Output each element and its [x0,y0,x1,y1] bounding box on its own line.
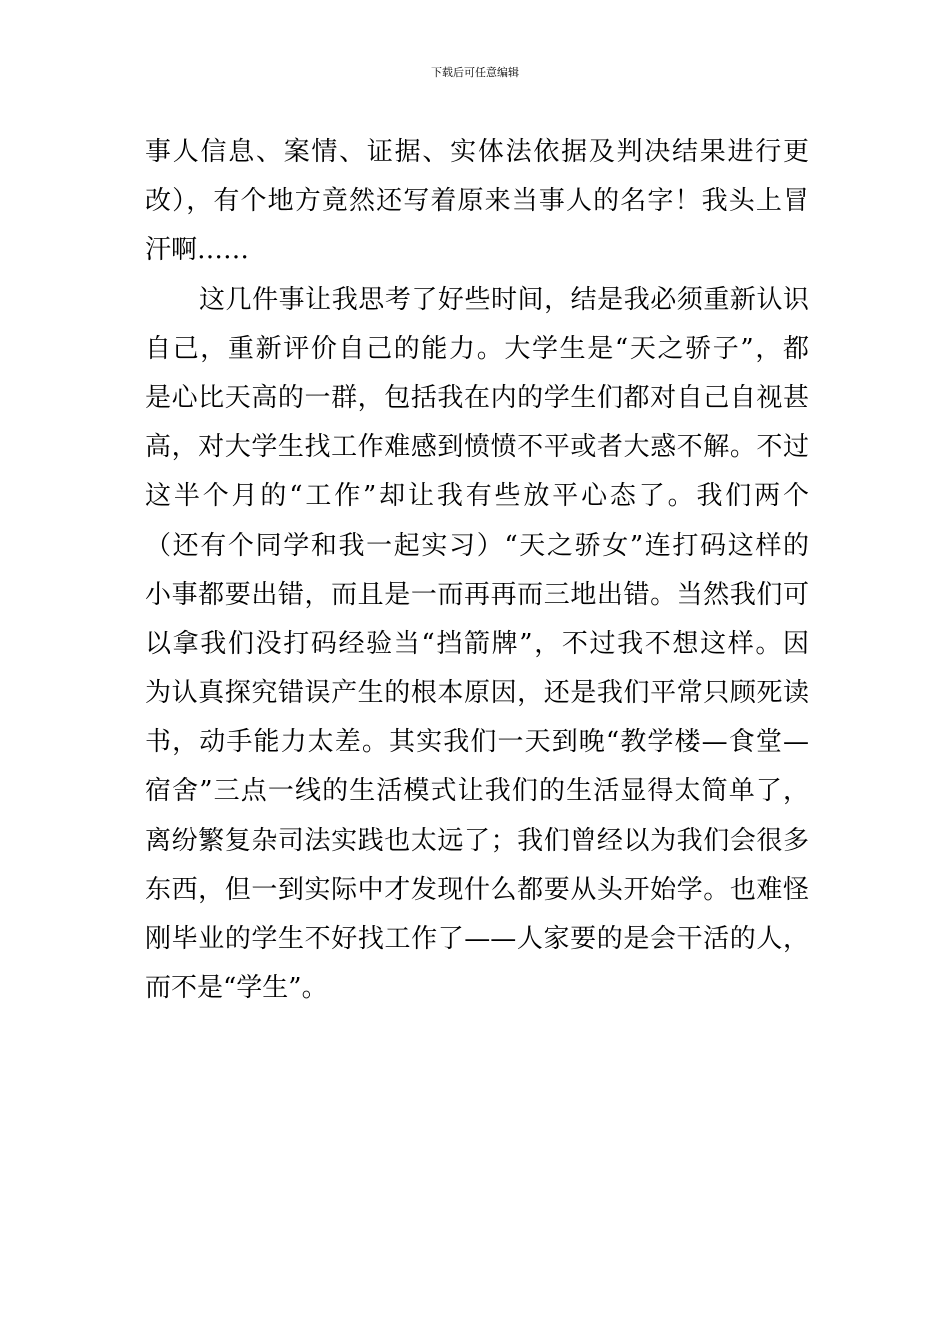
text-line: 以拿我们没打码经验当“挡箭牌”，不过我不想这样。因 [145,628,809,659]
text-line: 而不是“学生”。 [145,973,328,1004]
paragraph-2 [145,276,809,1014]
text-line: 东西，但一到实际中才发现什么都要从头开始学。也难怪 [145,874,809,905]
text-line: 这半个月的“工作”却让我有些放平心态了。我们两个 [145,481,809,512]
page-header: 下载后可任意编辑 [431,66,519,79]
text-line: 这几件事让我思考了好些时间，结是我必须重新认识 [199,284,809,315]
text-line: 是心比天高的一群，包括我在内的学生们都对自己自视甚 [145,382,809,413]
text-line: 自己，重新评价自己的能力。大学生是“天之骄子”，都 [145,333,809,364]
text-line: 宿舍”三点一线的生活模式让我们的生活显得太简单了， [145,776,809,807]
text-line: （还有个同学和我一起实习）“天之骄女”连打码这样的 [145,530,809,561]
document-body [145,128,809,1013]
text-line: 小事都要出错，而且是一而再再而三地出错。当然我们可 [145,579,809,610]
text-line: 书，动手能力太差。其实我们一天到晚“教学楼—食堂— [145,727,809,758]
text-line: 刚毕业的学生不好找工作了——人家要的是会干活的人， [145,924,809,954]
text-line: 汗啊…… [145,235,250,266]
text-line: 改），有个地方竟然还写着原来当事人的名字！我头上冒 [145,186,809,217]
text-line: 为认真探究错误产生的根本原因，还是我们平常只顾死读 [145,678,809,709]
paragraph-1 [145,128,809,276]
text-line: 离纷繁复杂司法实践也太远了；我们曾经以为我们会很多 [145,825,809,856]
text-line: 事人信息、案情、证据、实体法依据及判决结果进行更 [145,137,809,167]
text-line: 高，对大学生找工作难感到愤愤不平或者大惑不解。不过 [145,432,809,463]
